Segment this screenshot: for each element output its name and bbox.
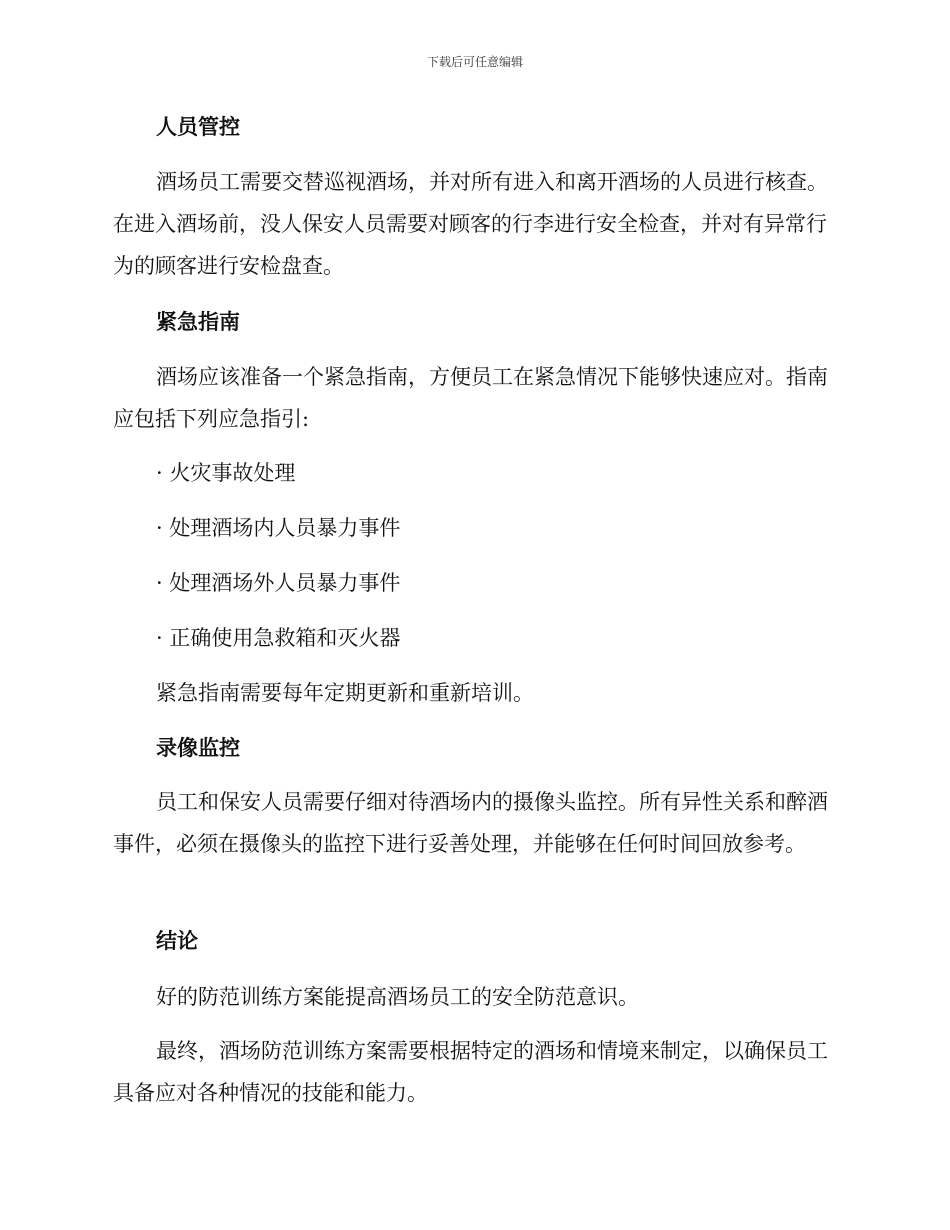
paragraph-emergency-note: 紧急指南需要每年定期更新和重新培训。 xyxy=(156,681,534,705)
heading-conclusion: 结论 xyxy=(156,929,198,953)
list-item: · 火灾事故处理 xyxy=(156,461,296,485)
heading-emergency-guide: 紧急指南 xyxy=(156,310,240,334)
list-item: · 正确使用急救箱和灭火器 xyxy=(156,626,401,650)
paragraph-personnel-control: 酒场员工需要交替巡视酒场，并对所有进入和离开酒场的人员进行核查。在进入酒场前，没人保安人员需要对顾客的行李进行安全检查，并对有异常行为的顾客进行安检盘查。 xyxy=(113,170,828,278)
paragraph-conclusion-2: 最终，酒场防范训练方案需要根据特定的酒场和情境来制定，以确保员工具备应对各种情况的技能和能力。 xyxy=(113,1039,828,1105)
list-item: · 处理酒场外人员暴力事件 xyxy=(156,571,401,595)
heading-video-monitoring: 录像监控 xyxy=(156,736,240,760)
paragraph-emergency-guide: 酒场应该准备一个紧急指南，方便员工在紧急情况下能够快速应对。指南应包括下列应急指引: xyxy=(113,365,828,431)
paragraph-conclusion-1: 好的防范训练方案能提高酒场员工的安全防范意识。 xyxy=(156,985,639,1009)
heading-personnel-control: 人员管控 xyxy=(156,115,240,139)
list-item: · 处理酒场内人员暴力事件 xyxy=(156,516,401,540)
paragraph-video-monitoring: 员工和保安人员需要仔细对待酒场内的摄像头监控。所有异性关系和醉酒事件，必须在摄像头的监控下进行妥善处理，并能够在任何时间回放参考。 xyxy=(113,790,828,856)
page-header: 下载后可任意编辑 xyxy=(426,55,523,69)
